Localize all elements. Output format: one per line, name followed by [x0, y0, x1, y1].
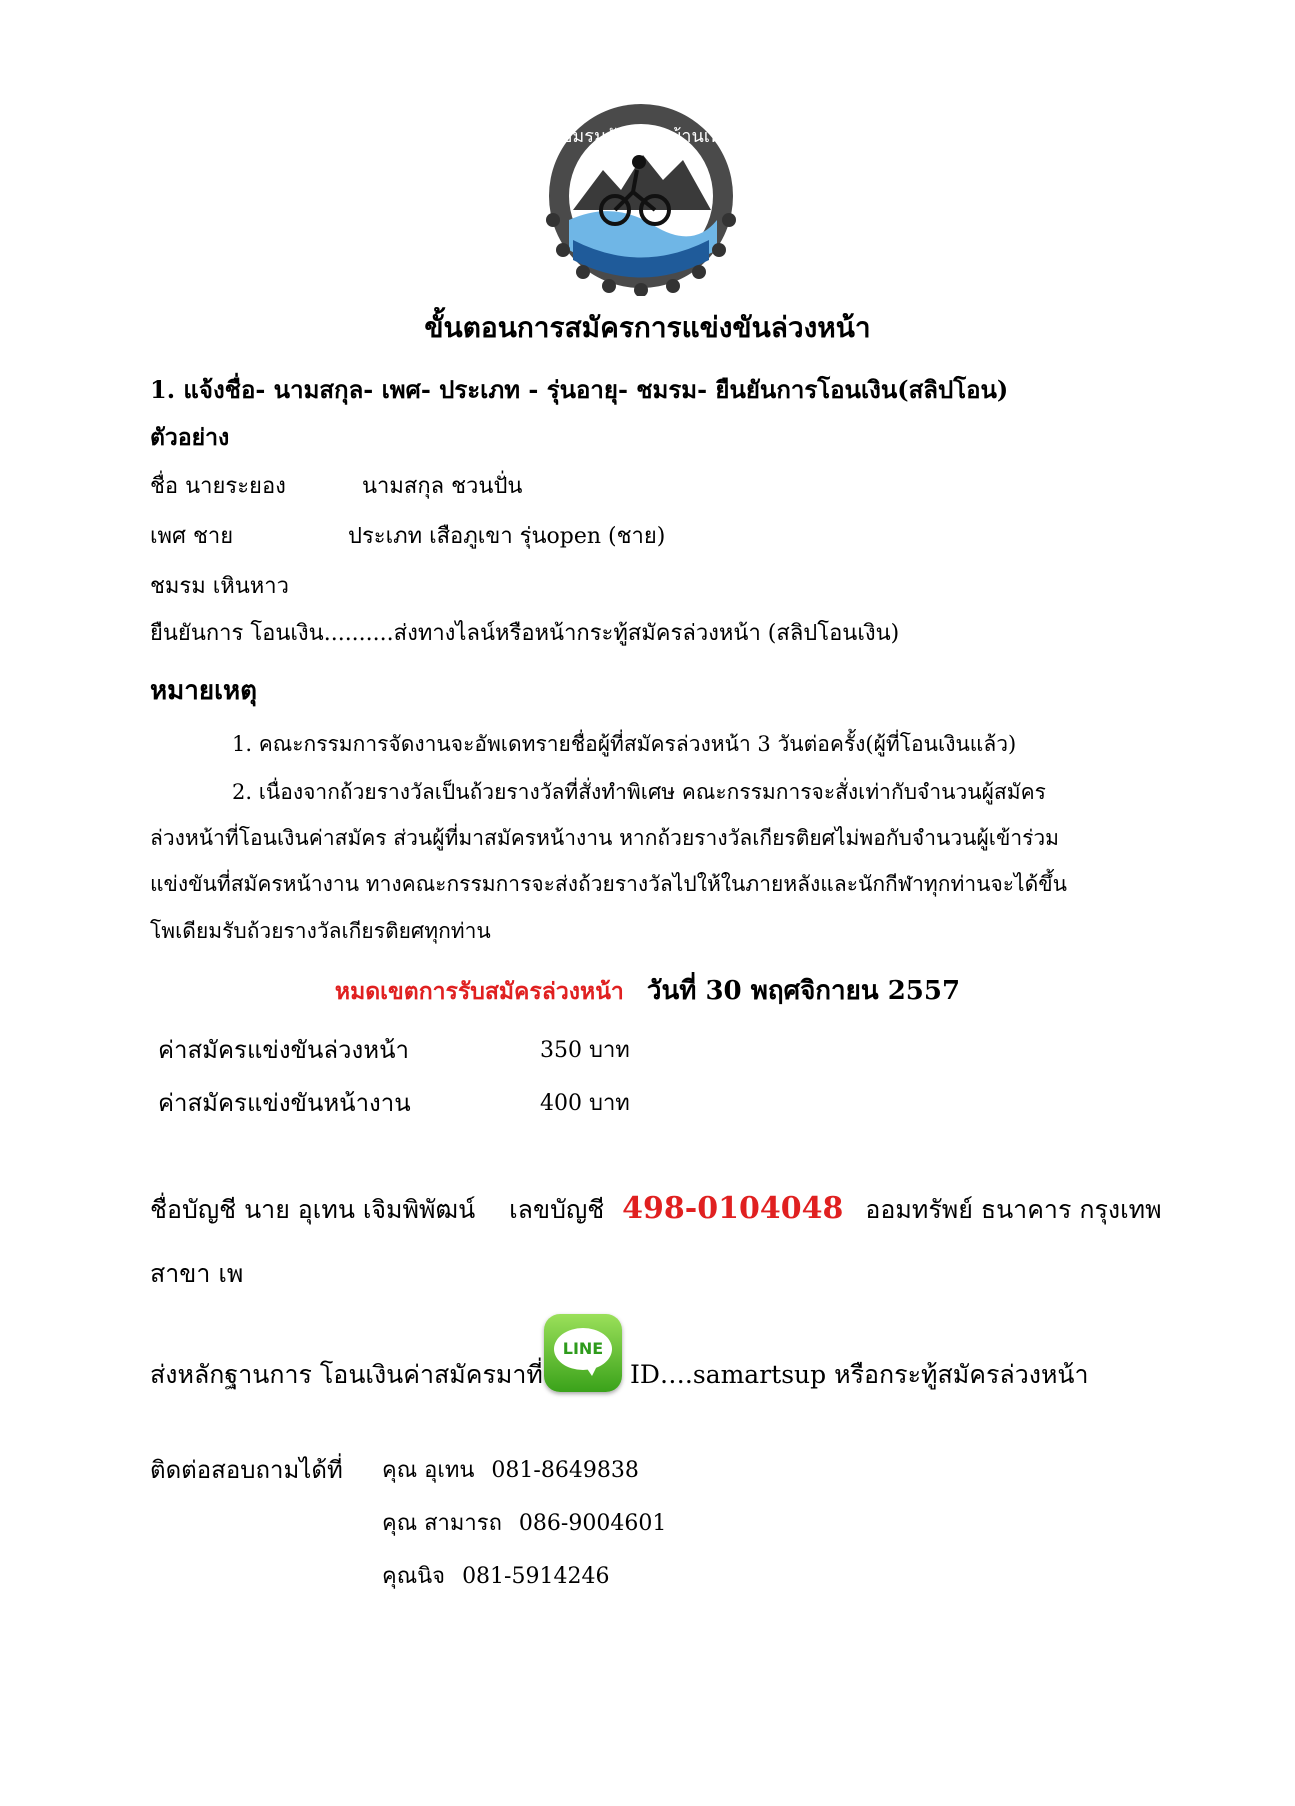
notes-heading: หมายเหตุ [150, 676, 258, 706]
note-2-line-3: แข่งขันที่สมัครหน้างาน ทางคณะกรรมการจะส่งถ้วยรางวัลไปให้ในภายหลังและนักกีฬาทุกท่านจะได้ขึ้น [150, 872, 1067, 896]
account-bank: ออมทรัพย์ ธนาคาร กรุงเทพ [865, 1195, 1162, 1224]
fee-onsite-label: ค่าสมัครแข่งขันหน้างาน [158, 1089, 411, 1117]
contact-label: ติดต่อสอบถามได้ที่ [150, 1456, 343, 1484]
example-surname: นามสกุล ชวนปั่น [362, 474, 523, 499]
example-confirm: ยืนยันการ โอนเงิน..........ส่งทางไลน์หรือหน้ากระทู้สมัครล่วงหน้า (สลิปโอนเงิน) [150, 621, 900, 646]
contact-1-phone: 081-8649838 [491, 1458, 639, 1483]
club-logo [533, 100, 749, 296]
example-gender: เพศ ชาย [150, 524, 234, 549]
contact-3-name: คุณนิจ [382, 1564, 446, 1589]
logo-text: ชมรมจักรยานบ้านเพ [560, 126, 722, 147]
deadline [0, 970, 1295, 1011]
contact-2 [382, 1505, 666, 1540]
fee-advance-label: ค่าสมัครแข่งขันล่วงหน้า [158, 1036, 409, 1064]
account-branch: สาขา เพ [150, 1259, 244, 1288]
contact-3-phone: 081-5914246 [462, 1564, 610, 1589]
page-title: ขั้นตอนการสมัครการแข่งขันล่วงหน้า [424, 311, 871, 344]
account-name: ชื่อบัญชี นาย อุเทน เจิมพิพัฒน์ [150, 1195, 476, 1224]
deadline-date: วันที่ 30 พฤศจิกายน 2557 [646, 976, 961, 1006]
line-suffix: ID….samartsup หรือกระทู้สมัครล่วงหน้า [630, 1360, 1089, 1389]
contact-3 [382, 1558, 609, 1593]
contact-2-phone: 086-9004601 [518, 1511, 667, 1536]
step-1-heading: 1. แจ้งชื่อ- นามสกุล- เพศ- ประเภท - รุ่นอายุ- ชมรม- ยืนยันการโอนเงิน(สลิปโอน) [150, 375, 1009, 404]
contact-1-name: คุณ อุเทน [382, 1458, 475, 1483]
note-1: 1. คณะกรรมการจัดงานจะอัพเดทรายชื่อผู้ที่สมัครล่วงหน้า 3 วันต่อครั้ง(ผู้ที่โอนเงินแล้ว) [232, 732, 1017, 756]
account-number: 498-0104048 [622, 1191, 844, 1226]
fee-onsite-amount: 400 บาท [540, 1091, 630, 1116]
line-icon-label: LINE [554, 1328, 612, 1370]
note-2-line-1: 2. เนื่องจากถ้วยรางวัลเป็นถ้วยรางวัลที่สั่งทำพิเศษ คณะกรรมการจะสั่งเท่ากับจำนวนผู้สมัคร [232, 780, 1046, 804]
example-club: ชมรม เหินหาว [150, 574, 290, 599]
contact-1 [382, 1452, 639, 1487]
fee-advance-amount: 350 บาท [540, 1038, 630, 1063]
deadline-label: หมดเขตการรับสมัครล่วงหน้า [334, 978, 624, 1005]
line-prefix: ส่งหลักฐานการ โอนเงินค่าสมัครมาที่ [150, 1360, 543, 1389]
contact-2-name: คุณ สามารถ [382, 1511, 502, 1536]
line-app-icon [544, 1314, 622, 1392]
note-2-line-2: ล่วงหน้าที่โอนเงินค่าสมัคร ส่วนผู้ที่มาสมัครหน้างาน หากถ้วยรางวัลเกียรติยศไม่พอกับจำนวนผู้เข้าร่วม [150, 826, 1060, 850]
account-line [150, 1190, 1162, 1230]
account-number-label: เลขบัญชี [509, 1195, 605, 1224]
example-name: ชื่อ นายระยอง [150, 474, 286, 499]
note-2-line-4: โพเดียมรับถ้วยรางวัลเกียรติยศทุกท่าน [150, 919, 491, 943]
example-label: ตัวอย่าง [150, 424, 230, 451]
example-category: ประเภท เสือภูเขา รุ่นopen (ชาย) [348, 524, 666, 549]
